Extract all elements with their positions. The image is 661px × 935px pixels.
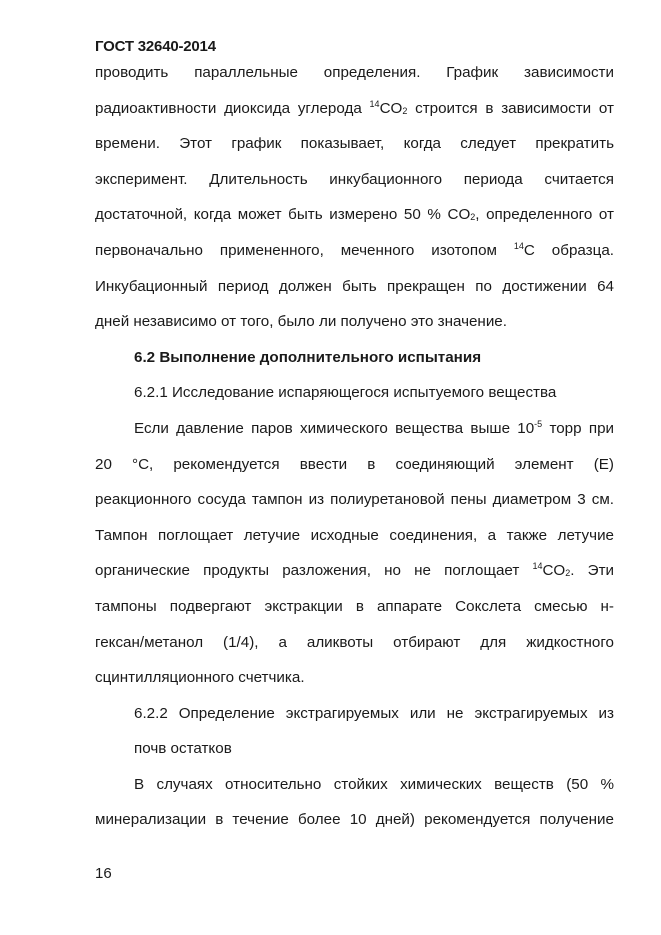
text-line: проводить параллельные определения. График зависимости <box>95 64 614 81</box>
text-line: первоначально примененного, меченного изотопом $^{14}$С образца. <box>95 240 614 259</box>
text-line: Если давление паров химического вещества выше $10^{-5}$ торр при <box>134 418 614 437</box>
text-line: дней независимо от того, было ли получено это значение. <box>95 313 507 331</box>
text-line: времени. Этот график показывает, когда следует прекратить <box>95 135 614 153</box>
text-line: 20 °С, рекомендуется ввести в соединяющий элемент (Е) <box>95 455 614 473</box>
text-line: реакционного сосуда тампон из полиуретановой пены диаметром 3 см. <box>95 491 614 509</box>
subsection-heading-6-2-2: 6.2.2 Определение экстрагируемых или не экстрагируемых из <box>134 704 614 722</box>
body-text <box>95 55 614 838</box>
text-line: Тампон поглощает летучие исходные соединения, а также летучие <box>95 526 614 544</box>
text-line: гексан/метанол (1/4), а аликвоты отбирают для жидкостного <box>95 633 614 651</box>
text-line: эксперимент. Длительность инкубационного периода считается <box>95 170 614 188</box>
text-line: достаточной, когда может быть измерено 50 % $CO_2$, определенного от <box>95 206 614 224</box>
text-line: радиоактивности диоксида углерода $^{14}CO_2$ строится в зависимости от <box>95 98 614 117</box>
text-line: органические продукты разложения, но не поглощает $^{14}CO_2$. Эти <box>95 561 615 580</box>
text-line: Инкубационный период должен быть прекращен по достижении 64 <box>95 277 614 295</box>
subsection-heading-6-2-1: 6.2.1 Исследование испаряющегося испытуемого вещества <box>134 384 557 402</box>
section-heading-6-2: 6.2 Выполнение дополнительного испытания <box>134 348 482 366</box>
document-header: ГОСТ 32640-2014 <box>95 38 216 55</box>
text-line: сцинтилляционного счетчика. <box>95 669 305 687</box>
subsection-heading-6-2-2-cont: почв остатков <box>134 740 232 758</box>
text-line: В случаях относительно стойких химических веществ (50 % <box>134 775 614 793</box>
text-line: минерализации в течение более 10 дней) рекомендуется получение <box>95 811 614 829</box>
page-number: 16 <box>95 865 112 882</box>
text-line: тампоны подвергают экстракции в аппарате Сокслета смесью н- <box>95 597 614 615</box>
